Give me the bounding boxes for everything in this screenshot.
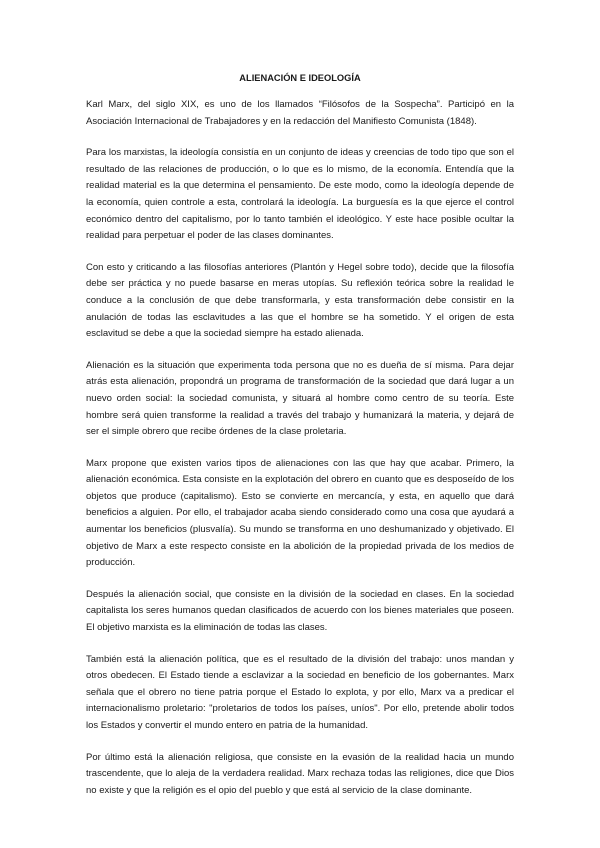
document-title: ALIENACIÓN E IDEOLOGÍA xyxy=(239,73,361,83)
paragraph-religious-alienation: Por último está la alienación religiosa, que consiste en la evasión de la realidad hacia un mundo trascendente, que lo aleja de la verdadera realidad. Marx rechaza todas las religiones, dice que Dios no existe y que la religión es el opio del pueblo y que está al servicio de la clase dominante. xyxy=(86,751,514,796)
paragraph-alienation-definition: Alienación es la situación que experimenta toda persona que no es dueña de sí misma. Para dejar atrás esta alienación, propondrá un programa de transformación de la sociedad que dará lugar a un nuevo orden social: la sociedad comunista, y situará al hombre como centro de su teoría. Este hombre será quien transforme la realidad a través del trabajo y humanizará la materia, y dejará de ser el simple obrero que recibe órdenes de la clase proletaria. xyxy=(86,359,514,438)
paragraph-intro: Karl Marx, del siglo XIX, es uno de los llamados “Filósofos de la Sospecha”. Participó en la Asociación Internacional de Trabajadores y en la redacción del Manifiesto Comunista (1848). xyxy=(86,99,514,127)
paragraph-economic-alienation: Marx propone que existen varios tipos de alienaciones con las que hay que acabar. Primero, la alienación económica. Esta consiste en la explotación del obrero en cuanto que es desposeído de los objetos que produce (capitalismo). Esto se convierte en mercancía, y esta, en aquello que dará beneficios a alguien. Por ello, el trabajador acaba siendo considerado como una cosa que ayudará a aumentar los beneficios (plusvalía). Su mundo se transforma en uno deshumanizado y objetivado. El objetivo de Marx a este respecto consiste en la abolición de la propiedad privada de los medios de producción. xyxy=(86,457,514,569)
paragraph-political-alienation: También está la alienación política, que es el resultado de la división del trabajo: unos mandan y otros obedecen. El Estado tiende a esclavizar a la sociedad en beneficio de los gobernantes. Marx señala que el obrero no tiene patria porque el Estado lo explota, y por ello, Marx va a predicar el internacionalismo proletario: "proletarios de todos los países, uníos". Por ello, pretende abolir todos los Estados y convertir el mundo entero en patria de la humanidad. xyxy=(86,653,514,731)
paragraph-social-alienation: Después la alienación social, que consiste en la división de la sociedad en clases. En la sociedad capitalista los seres humanos quedan clasificados de acuerdo con los bienes materiales que poseen. El objetivo marxista es la eliminación de todas las clases. xyxy=(86,588,514,634)
paragraph-critique: Con esto y criticando a las filosofías anteriores (Plantón y Hegel sobre todo), decide que la filosofía debe ser práctica y no puede basarse en meras utopías. Su reflexión teórica sobre la realidad le conduce a la conclusión de que debe transformarla, y esta transformación debe consistir en la anulación de todas las esclavitudes a las que el hombre se ha sometido. Y el origen de esta esclavitud se debe a que la sociedad siempre ha estado alienada. xyxy=(86,261,514,340)
document-page xyxy=(86,73,514,814)
paragraph-ideology: Para los marxistas, la ideología consistía en un conjunto de ideas y creencias de todo tipo que son el resultado de las relaciones de producción, o lo que es lo mismo, de la economía. Entendía que la realidad material es la que determina el pensamiento. De este modo, como la ideología depende de la economía, quien controle a esta, controlará la ideología. La burguesía es la que ejerce el control económico dentro del capitalismo, por lo tanto también el ideológico. Y este hace posible ocultar la realidad para perpetuar el poder de las clases dominantes. xyxy=(86,147,514,242)
